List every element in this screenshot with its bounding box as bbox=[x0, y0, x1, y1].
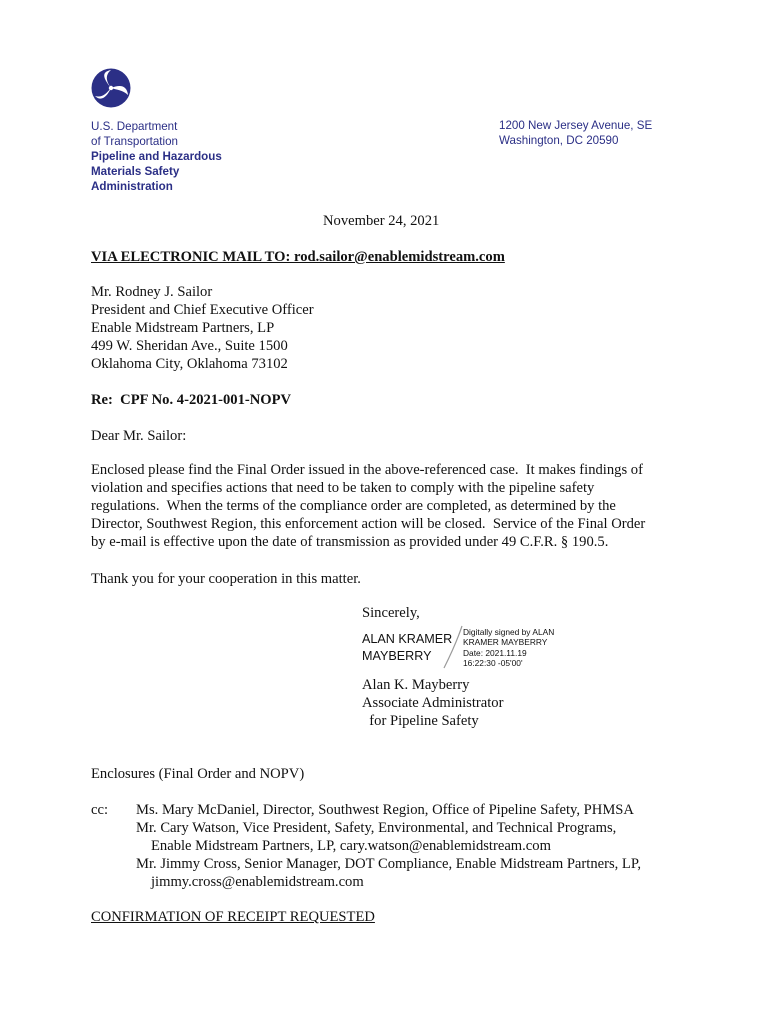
admin-line: Pipeline and Hazardous bbox=[91, 150, 222, 163]
cc-line: Ms. Mary McDaniel, Director, Southwest Region, Office of Pipeline Safety, PHMSA bbox=[136, 802, 634, 818]
enclosures-line: Enclosures (Final Order and NOPV) bbox=[91, 766, 305, 782]
address-line: Washington, DC 20590 bbox=[499, 134, 619, 147]
cc-label: cc: bbox=[91, 802, 109, 818]
salutation: Dear Mr. Sailor: bbox=[91, 428, 187, 444]
body-line: violation and specifies actions that need to be taken to comply with the pipeline safety bbox=[91, 480, 595, 496]
body-line: Enclosed please find the Final Order issued in the above-referenced case. It makes findings of bbox=[91, 462, 643, 478]
dot-logo-icon bbox=[91, 68, 131, 108]
recipient-address bbox=[91, 283, 314, 373]
recipient-line: Mr. Rodney J. Sailor bbox=[91, 284, 213, 300]
admin-line: Administration bbox=[91, 180, 173, 193]
thanks-line: Thank you for your cooperation in this matter. bbox=[91, 571, 361, 587]
agency-line: of Transportation bbox=[91, 135, 179, 148]
body-line: Director, Southwest Region, this enforcement action will be closed. Service of the Final Order bbox=[91, 516, 646, 532]
cc-line: Enable Midstream Partners, LP, cary.watson@enablemidstream.com bbox=[151, 838, 551, 854]
cc-list bbox=[136, 801, 641, 891]
letter-date: November 24, 2021 bbox=[323, 213, 440, 229]
digital-signature-details bbox=[463, 627, 554, 668]
signature-detail-line: 16:22:30 -05'00' bbox=[463, 657, 523, 668]
body-paragraph bbox=[91, 461, 681, 551]
signature-detail-line: Date: 2021.11.19 bbox=[463, 647, 527, 658]
admin-line: Materials Safety bbox=[91, 165, 180, 178]
recipient-line: Enable Midstream Partners, LP bbox=[91, 320, 275, 336]
address-line: 1200 New Jersey Avenue, SE bbox=[499, 119, 653, 132]
signature-detail-line: Digitally signed by ALAN bbox=[463, 627, 555, 637]
cc-line: Mr. Jimmy Cross, Senior Manager, DOT Compliance, Enable Midstream Partners, LP, bbox=[136, 856, 641, 872]
re-line: Re: CPF No. 4-2021-001-NOPV bbox=[91, 392, 292, 408]
signer-block bbox=[362, 676, 503, 730]
closing: Sincerely, bbox=[362, 605, 420, 621]
cc-line: jimmy.cross@enablemidstream.com bbox=[151, 874, 364, 890]
signer-line: Associate Administrator bbox=[362, 695, 504, 711]
recipient-line: President and Chief Executive Officer bbox=[91, 302, 314, 318]
agency-address bbox=[499, 118, 652, 148]
signature-name-line: ALAN KRAMER bbox=[362, 632, 453, 646]
signer-line: for Pipeline Safety bbox=[362, 713, 479, 729]
signature-detail-line: KRAMER MAYBERRY bbox=[463, 637, 548, 648]
confirmation-request: CONFIRMATION OF RECEIPT REQUESTED bbox=[91, 909, 375, 925]
body-line: regulations. When the terms of the compliance order are completed, as determined by the bbox=[91, 498, 616, 514]
body-line: by e-mail is effective upon the date of transmission as provided under 49 C.F.R. § 190.5. bbox=[91, 534, 609, 550]
via-email-line: VIA ELECTRONIC MAIL TO: rod.sailor@enablemidstream.com bbox=[91, 249, 505, 265]
agency-block bbox=[91, 119, 222, 194]
cc-line: Mr. Cary Watson, Vice President, Safety, Environmental, and Technical Programs, bbox=[136, 820, 617, 836]
recipient-line: 499 W. Sheridan Ave., Suite 1500 bbox=[91, 338, 288, 354]
signature-name-line: MAYBERRY bbox=[362, 649, 432, 663]
agency-line: U.S. Department bbox=[91, 120, 178, 133]
signer-line: Alan K. Mayberry bbox=[362, 677, 470, 693]
recipient-line: Oklahoma City, Oklahoma 73102 bbox=[91, 356, 288, 372]
